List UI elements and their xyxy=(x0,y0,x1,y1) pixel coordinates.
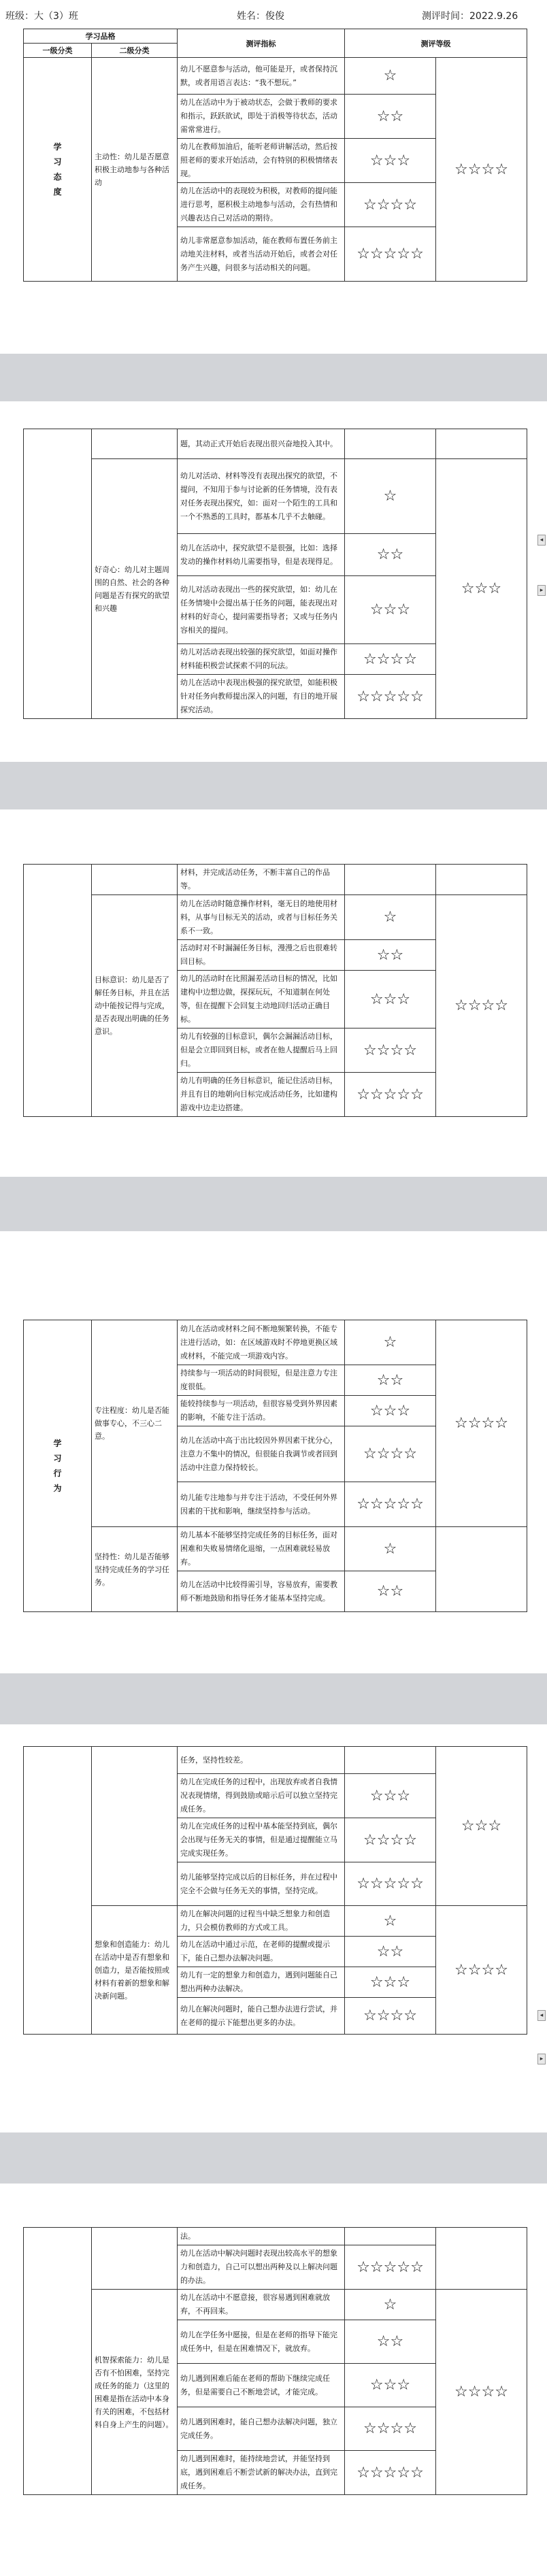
document-page-6 xyxy=(0,2184,547,2576)
category-cell: 学习态度 xyxy=(24,58,92,282)
star-rating xyxy=(345,1747,436,1774)
indicator-cell: 幼儿遇到困难时，能持续地尝试，并能坚持到底，遇到困难后不断尝试新的解决办法，直到完成任务。 xyxy=(178,2451,345,2495)
indicator-cell: 幼儿不愿意参与活动，他可能是开，或者保持沉默，或者用语言表达：“我不想玩。” xyxy=(178,58,345,95)
document-page-3 xyxy=(0,809,547,1177)
indicator-cell: 幼儿在活动中的表现较为积极，对教师的提问能进行思考，愿积极主动地参与活动，会有热情和兴趣表达自己对活动的期待。 xyxy=(178,183,345,227)
evaluation-table xyxy=(23,864,527,1117)
indicator-cell: 幼儿在解决问题时，能自己想办法进行尝试，并在老师的提示下能想出更多的办法。 xyxy=(178,1998,345,2035)
star-rating: ☆☆ xyxy=(345,1365,436,1396)
star-rating: ☆☆☆ xyxy=(345,2364,436,2407)
indicator-cell: 幼儿有一定的想象力和创造力，遇到问题能自己想出两种办法解决。 xyxy=(178,1967,345,1998)
scroll-right-icon[interactable]: ▸ xyxy=(537,2054,546,2064)
indicator-cell: 幼儿在活动中比较得需引导，容易放弃，需要教师不断地鼓励和指导任务才能基本坚持完成。 xyxy=(178,1571,345,1612)
indicator-cell: 幼儿对活动、材料等没有表现出探究的欲望，不提问，不知用于参与讨论新的任务情境，没有表对任务表现出探究，如：面对一个陌生的工具和一个不熟悉的工具时，都基本几乎不去触碰。 xyxy=(178,459,345,534)
indicator-cell: 幼儿在完成任务的过程中，出现放弃或者自我情况表现情绪，得到鼓励或暗示后可以独立坚持完成任务。 xyxy=(178,1774,345,1818)
indicator-cell: 幼儿非常愿意参加活动，能在教师布置任务前主动地关注材料，或者当活动开始后，或者会对任务产生兴趣，问很多与活动相关的问题。 xyxy=(178,227,345,282)
name-label: 姓名：俊俊 xyxy=(237,11,284,22)
star-rating: ☆☆ xyxy=(345,534,436,576)
subcategory-cell xyxy=(92,429,178,459)
scroll-right-icon[interactable]: ▸ xyxy=(537,585,546,596)
star-rating: ☆☆ xyxy=(345,1937,436,1967)
indicator-cell: 幼儿在活动中，探究欲望不是很强，比如：选择发动的操作材料幼儿需要指导，但是表现得足。 xyxy=(178,534,345,576)
final-rating: ☆☆☆☆ xyxy=(436,58,527,282)
indicator-cell: 幼儿遇到困难时，能自己想办法解决问题，独立完成任务。 xyxy=(178,2407,345,2451)
scroll-left-icon[interactable]: ◂ xyxy=(537,2010,546,2021)
star-rating: ☆☆☆☆ xyxy=(345,1426,436,1482)
indicator-cell: 幼儿基本不能够坚持完成任务的目标任务，面对困难和失败易情绪化退缩，一点困难就轻易放弃。 xyxy=(178,1527,345,1571)
final-rating xyxy=(436,429,527,459)
indicator-cell: 幼儿有较强的目标意识，偶尔会漏漏活动目标，但是会立即回到目标，或者在他人提醒后马上回归。 xyxy=(178,1028,345,1073)
final-rating: ☆☆☆☆ xyxy=(436,1906,527,2035)
final-rating xyxy=(436,2228,527,2290)
star-rating: ☆☆☆☆ xyxy=(345,1028,436,1073)
final-rating xyxy=(436,1527,527,1612)
star-rating: ☆☆☆ xyxy=(345,139,436,183)
scroll-left-icon[interactable]: ◂ xyxy=(537,535,546,546)
star-rating: ☆☆☆☆☆ xyxy=(345,2451,436,2495)
star-rating: ☆☆☆☆☆ xyxy=(345,227,436,282)
indicator-cell: 幼儿在活动中高于出比较因外界因素干扰分心，注意力不集中的情况，但很能自我调节或者回到活动中注意力保持较长。 xyxy=(178,1426,345,1482)
indicator-cell: 幼儿的活动时在比照漏差活动目标的情况，比如建构中边想边做，探探玩玩，不知道制在何处等，但在提醒下会回复主动地回归活动正确目标。 xyxy=(178,971,345,1028)
final-rating: ☆☆☆☆ xyxy=(436,1320,527,1527)
indicator-cell: 幼儿在完成任务的过程中基本能坚持到底，偶尔会出现与任务无关的事情，但是通过提醒能立马完成实现任务。 xyxy=(178,1818,345,1862)
star-rating: ☆ xyxy=(345,2290,436,2320)
category-cell xyxy=(24,865,92,1117)
category-cell xyxy=(24,2228,92,2495)
subcategory-cell: 想象和创造能力：幼儿在活动中是否有想象和创造力，是否能按照或材料有着新的想象和解决新问题。 xyxy=(92,1906,178,2035)
evaluation-table xyxy=(23,2227,527,2495)
indicator-cell: 幼儿在教师加油后，能听老师讲解活动，然后按照老师的要求开始活动，会有特别的积极情绪表现。 xyxy=(178,139,345,183)
final-rating: ☆☆☆☆ xyxy=(436,895,527,1117)
evaluation-table xyxy=(23,29,527,282)
star-rating: ☆☆☆ xyxy=(345,1967,436,1998)
indicators-header: 测评指标 xyxy=(178,29,345,58)
level2-header: 二级分类 xyxy=(92,44,178,58)
star-rating: ☆☆☆☆☆ xyxy=(345,1073,436,1117)
document-page-5 xyxy=(0,1724,547,2132)
indicator-cell: 幼儿对活动表现出一些的探究欲望，如：幼儿在任务情境中会提出基于任务的问题，能表现出对材料的好奇心，提问需要指导者；又或与任务内容相关的提问。 xyxy=(178,576,345,644)
category-cell xyxy=(24,1747,92,2035)
star-rating: ☆☆☆☆ xyxy=(345,1998,436,2035)
indicator-cell: 幼儿能够坚持完成以后的目标任务，并在过程中完全不会做与任务无关的事情，坚持完成。 xyxy=(178,1862,345,1906)
star-rating: ☆ xyxy=(345,58,436,95)
star-rating: ☆ xyxy=(345,1906,436,1937)
star-rating: ☆☆ xyxy=(345,95,436,139)
subcategory-cell: 好奇心：幼儿对主题周围的自然、社会的各种问题是否有探究的欲望和兴趣 xyxy=(92,459,178,719)
indicator-continuation: 题，其动正式开始后表现出很兴奋地投入其中。 xyxy=(178,429,345,459)
subcategory-cell: 专注程度：幼儿是否能做事专心，不三心二意。 xyxy=(92,1320,178,1527)
subcategory-cell xyxy=(92,2228,178,2290)
star-rating: ☆☆☆☆ xyxy=(345,2407,436,2451)
indicator-cell: 幼儿有明确的任务目标意识，能记住活动目标，并且有目的地朝向目标完成活动任务，比如建构游戏中边走边搭建。 xyxy=(178,1073,345,1117)
star-rating xyxy=(345,865,436,895)
page-header xyxy=(0,0,547,22)
star-rating: ☆☆☆ xyxy=(345,1396,436,1426)
star-rating: ☆ xyxy=(345,895,436,940)
date-label: 测评时间：2022.9.26 xyxy=(422,11,518,22)
category-cell xyxy=(24,429,92,719)
evaluation-table xyxy=(23,1746,527,2035)
final-rating xyxy=(436,865,527,895)
subcategory-cell: 主动性：幼儿是否愿意积极主动地参与各种活动 xyxy=(92,58,178,282)
indicator-cell: 幼儿在活动中不愿意接，很容易遇到困难就放弃，不再回来。 xyxy=(178,2290,345,2320)
evaluation-table xyxy=(23,429,527,719)
star-rating: ☆☆ xyxy=(345,940,436,971)
star-rating: ☆☆ xyxy=(345,2320,436,2364)
subcategory-cell xyxy=(92,1747,178,1906)
indicator-continuation: 法。 xyxy=(178,2228,345,2245)
class-label: 班级：大（3）班 xyxy=(5,11,78,22)
final-rating: ☆☆☆ xyxy=(436,459,527,719)
indicator-cell: 活动时对不时漏漏任务目标，漫漫之后也很难转回目标。 xyxy=(178,940,345,971)
indicator-cell: 幼儿在活动中通过示范，在老师的提醒或提示下，能自己想办法解决问题。 xyxy=(178,1937,345,1967)
star-rating: ☆ xyxy=(345,1320,436,1365)
star-rating: ☆☆☆☆ xyxy=(345,183,436,227)
star-rating: ☆☆☆☆☆ xyxy=(345,2245,436,2290)
document-page-2 xyxy=(0,401,547,762)
star-rating: ☆☆☆☆☆ xyxy=(345,1862,436,1906)
category-cell: 学习行为 xyxy=(24,1320,92,1612)
subcategory-cell: 机智探索能力：幼儿是否有不怕困难，坚持完成任务的能力（这里的困难是指在活动中本身有关的困难，不包括材料自身上产生的问题）。 xyxy=(92,2290,178,2495)
indicator-cell: 幼儿在学任务中愿接，但是在老师的指导下能完成任务中，但是在困难情况下，就放弃。 xyxy=(178,2320,345,2364)
subcategory-cell xyxy=(92,865,178,895)
indicator-cell: 幼儿在解决问题的过程当中缺乏想象力和创造力，只会模仿教师的方式或工具。 xyxy=(178,1906,345,1937)
star-rating: ☆☆☆ xyxy=(345,576,436,644)
quality-header: 学习品格 xyxy=(24,29,178,44)
star-rating: ☆☆☆☆☆ xyxy=(345,1482,436,1527)
star-rating: ☆ xyxy=(345,1527,436,1571)
final-rating: ☆☆☆ xyxy=(436,1747,527,1906)
final-rating: ☆☆☆☆ xyxy=(436,2290,527,2495)
star-rating: ☆☆☆ xyxy=(345,971,436,1028)
indicator-cell: 能较持续参与一项活动，但很容易受到外界因素的影响，不能专注于活动。 xyxy=(178,1396,345,1426)
star-rating: ☆☆ xyxy=(345,1571,436,1612)
subcategory-cell: 目标意识：幼儿是否了解任务目标，并且在活动中能按记得与完成，是否表现出明确的任务意识。 xyxy=(92,895,178,1117)
rating-header: 测评等级 xyxy=(345,29,527,58)
indicator-cell: 幼儿在活动中为于被动状态，会做于教师的要求和指示，跃跃欲试，即处于消极等待状态，活动需常常进行。 xyxy=(178,95,345,139)
star-rating: ☆☆☆ xyxy=(345,1774,436,1818)
star-rating xyxy=(345,429,436,459)
indicator-continuation: 任务，坚持性较差。 xyxy=(178,1747,345,1774)
star-rating: ☆☆☆☆ xyxy=(345,1818,436,1862)
indicator-cell: 幼儿遇到困难后能在老师的帮助下继续完成任务，但是需要自己不断地尝试，才能完成。 xyxy=(178,2364,345,2407)
star-rating: ☆☆☆☆☆ xyxy=(345,675,436,719)
document-page-4 xyxy=(0,1231,547,1673)
indicator-cell: 幼儿在活动或材料之间不断地频繁转换，不能专注进行活动，如：在区域游戏时不停地更换区域或材料，不能完成一项游戏内容。 xyxy=(178,1320,345,1365)
indicator-cell: 幼儿能专注地参与并专注于活动，不受任何外界因素的干扰和影响，继续坚持参与活动。 xyxy=(178,1482,345,1527)
indicator-cell: 幼儿在活动中表现出极强的探究欲望，如能积极针对任务向教师提出深入的问题，有目的地开展探究活动。 xyxy=(178,675,345,719)
subcategory-cell: 坚持性：幼儿是否能够坚持完成任务的学习任务。 xyxy=(92,1527,178,1612)
star-rating xyxy=(345,2228,436,2245)
indicator-cell: 幼儿对活动表现出较强的探究欲望，如面对操作材料能积极尝试探索不同的玩法。 xyxy=(178,644,345,675)
indicator-cell: 幼儿在活动时随意操作材料，毫无目的地使用材料，从事与目标无关的活动，或者与目标任务关系不一致。 xyxy=(178,895,345,940)
indicator-continuation: 材料，并完成活动任务，不断丰富自己的作品等。 xyxy=(178,865,345,895)
star-rating: ☆ xyxy=(345,459,436,534)
indicator-cell: 幼儿在活动中解决问题时表现出较高水平的想象力和创造力，自己可以想出两种及以上解决问题的办法。 xyxy=(178,2245,345,2290)
indicator-cell: 持续参与一项活动的时间很短，但是注意力专注度很低。 xyxy=(178,1365,345,1396)
document-page-1 xyxy=(0,0,547,354)
evaluation-table xyxy=(23,1320,527,1612)
star-rating: ☆☆☆☆ xyxy=(345,644,436,675)
level1-header: 一级分类 xyxy=(24,44,92,58)
